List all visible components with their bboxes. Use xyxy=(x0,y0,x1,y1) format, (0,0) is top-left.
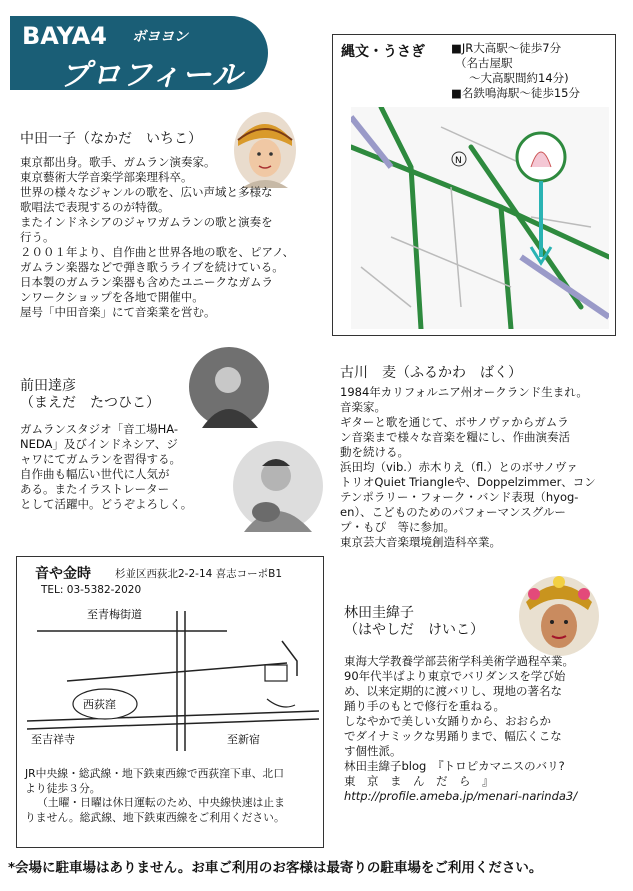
text-line: 行う。 xyxy=(20,230,55,244)
access-line: （名古屋駅 xyxy=(455,56,513,70)
text-line: す個性派。 xyxy=(344,744,402,758)
venue-access-jomon xyxy=(451,41,580,101)
photo-maeda xyxy=(188,346,270,428)
text-line: ガムラン楽器などで弾き歌うライブを続けている。 xyxy=(20,260,284,274)
text-line: 東京都出身。歌手、ガムラン演奏家。 xyxy=(20,155,216,169)
photo-furukawa xyxy=(232,440,324,532)
text-line: 動を続ける。 xyxy=(340,445,409,459)
map-label-ome: 至青梅街道 xyxy=(87,608,142,621)
text-line: 東京藝術大学音楽学部楽理科卒。 xyxy=(20,170,193,184)
text-line: プ・もぴ 等に参加。 xyxy=(340,520,455,534)
text-line: 90年代半ばより東京でバリダンスを学び始 xyxy=(344,669,566,683)
text-line: 世界の様々なジャンルの歌を、広い声域と多様な xyxy=(20,185,273,199)
venue-name-jomon: 縄文・うさぎ xyxy=(341,44,425,60)
footer-note: *会場に駐車場はありません。お車ご利用のお客様は最寄りの駐車場をご利用ください。 xyxy=(8,860,543,876)
profile-text-hayashida xyxy=(344,654,626,804)
blog-link[interactable]: http://profile.ameba.jp/menari-narinda3/ xyxy=(344,789,578,803)
profile-reading-maeda: （まえだ たつひこ） xyxy=(20,395,160,411)
access-line: ■名鉄鳴海駅〜徒歩15分 xyxy=(451,86,580,100)
north-marker: N xyxy=(455,156,462,166)
text-line: 踊り手のもとで修行を重ねる。 xyxy=(344,699,505,713)
text-line: 自作曲も幅広い世代に人気が xyxy=(20,467,170,481)
text-line: 日本製のガムラン楽器も含めたユニークなガムラ xyxy=(20,275,273,289)
text-line: ン音楽まで様々な音楽を糧にし、作曲演奏活 xyxy=(340,430,570,444)
text-line: 東 京 ま ん だ ら 』 xyxy=(344,774,494,788)
text-line: 東京芸大音楽環境創造科卒業。 xyxy=(340,535,501,549)
text-line: トリオQuiet Triangleや、Doppelzimmer、コン xyxy=(340,475,596,489)
photo-hayashida xyxy=(518,572,600,656)
text-line: しなやかで美しい女踊りから、おおらか xyxy=(344,714,551,728)
map-label-kichijoji: 至吉祥寺 xyxy=(31,733,75,746)
text-line: テンポラリー・フォーク・バンド表現（hyog- xyxy=(340,490,579,504)
map-label-shinjuku: 至新宿 xyxy=(227,733,260,746)
text-line: 浜田均（vib.）赤木りえ（fl.）とのボサノヴァ xyxy=(340,460,578,474)
text-line: 1984年カリフォルニア州オークランド生まれ。 xyxy=(340,385,588,399)
map-label-nishiogikubo: 西荻窪 xyxy=(83,698,116,711)
header-title: BAYA4 xyxy=(22,22,107,50)
profile-text-maeda xyxy=(20,422,230,512)
profile-name-maeda: 前田達彦 xyxy=(20,378,76,394)
text-line: NEDA」及びインドネシア、ジ xyxy=(20,437,178,451)
text-line: ２００１年より、自作曲と世界各地の歌を、ピアノ、 xyxy=(20,245,295,259)
text-line: （土曜・日曜は休日運転のため、中央線快速は止ま xyxy=(37,796,285,809)
venue-tel-kintoki: TEL: 03-5382-2020 xyxy=(41,584,142,596)
text-line: 林田圭緯子blog 『トロピカマニスのバリ? xyxy=(344,759,565,773)
text-line: でダイナミックな男踊りまで、幅広くこな xyxy=(344,729,562,743)
venue-address-kintoki: 杉並区西荻北2-2-14 喜志コーポB1 xyxy=(115,568,283,580)
page-title: プロフィール xyxy=(60,58,243,93)
street-map-kintoki xyxy=(27,601,319,761)
venue-map-box-jomon xyxy=(332,34,616,336)
text-line: ある。またイラストレーター xyxy=(20,482,170,496)
profile-name-furukawa: 古川 麦（ふるかわ ばく） xyxy=(340,365,522,381)
text-line: 屋号「中田音楽」にて音楽業を営む。 xyxy=(20,305,216,319)
venue-name-kintoki: 音や金時 xyxy=(35,566,91,582)
text-line: en）、こどものためのパフォーマンスグルー xyxy=(340,505,566,519)
text-line: ャワにてガムランを習得する。 xyxy=(20,452,181,466)
text-line: め、以来定期的に渡バリし、現地の著名な xyxy=(344,684,563,698)
text-line: として活躍中。どうぞよろしく。 xyxy=(20,497,193,511)
text-line: ガムランスタジオ「音工場HA- xyxy=(20,422,179,436)
profile-text-nakada xyxy=(20,155,305,320)
profile-reading-hayashida: （はやしだ けいこ） xyxy=(344,622,484,638)
text-line: ギターと歌を通じて、ボサノヴァからガムラ xyxy=(340,415,569,429)
text-line: 東海大学教養学部芸術学科美術学過程卒業。 xyxy=(344,654,574,668)
text-line: 音楽家。 xyxy=(340,400,386,414)
text-line: より徒歩３分。 xyxy=(25,781,101,795)
text-line: 歌唱法で表現するのが特徴。 xyxy=(20,200,170,214)
profile-name-hayashida: 林田圭緯子 xyxy=(344,605,414,621)
street-map-jomon xyxy=(351,107,609,329)
text-line: りません。総武線、地下鉄東西線をご利用ください。 xyxy=(25,810,285,824)
text-line: またインドネシアのジャワガムランの歌と演奏を xyxy=(20,215,273,229)
access-line: ■JR大高駅〜徒歩7分 xyxy=(451,41,562,55)
profile-name-nakada: 中田一子（なかだ いちこ） xyxy=(20,131,202,147)
text-line: ンワークショップを各地で開催中。 xyxy=(20,290,204,304)
access-line: 〜大高駅間約14分) xyxy=(469,71,569,85)
venue-directions-kintoki xyxy=(25,767,323,825)
header-subtitle: ボヨヨン xyxy=(132,29,188,45)
profile-text-furukawa xyxy=(340,385,622,550)
venue-map-box-kintoki xyxy=(16,556,324,848)
text-line: JR中央線・総武線・地下鉄東西線で西荻窪下車、北口 xyxy=(25,767,285,780)
